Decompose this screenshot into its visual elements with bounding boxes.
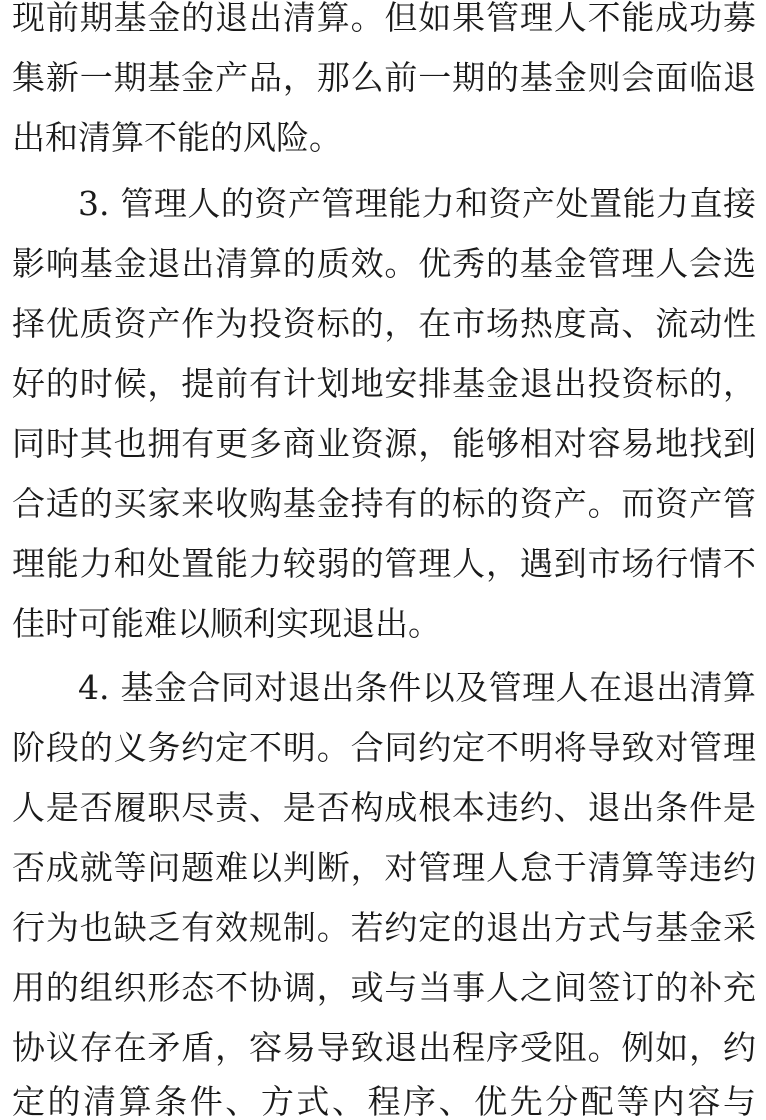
text-line: 否成就等问题难以判断，对管理人怠于清算等违约 (12, 848, 756, 887)
text-line: 理能力和处置能力较弱的管理人，遇到市场行情不 (12, 544, 756, 583)
text-line: 现前期基金的退出清算。但如果管理人不能成功募 (12, 0, 756, 37)
paragraph-3-first-line: 3. 管理人的资产管理能力和资产处置能力直接 (78, 184, 756, 223)
text-line: 行为也缺乏有效规制。若约定的退出方式与基金采 (12, 908, 756, 947)
text-line: 人是否履职尽责、是否构成根本违约、退出条件是 (12, 788, 756, 827)
text-line: 用的组织形态不协调，或与当事人之间签订的补充 (12, 968, 756, 1007)
text-line: 好的时候，提前有计划地安排基金退出投资标的， (12, 364, 756, 403)
text-line: 定的清算条件、方式、程序、优先分配等内容与 (12, 1082, 756, 1120)
text-line: 阶段的义务约定不明。合同约定不明将导致对管理 (12, 728, 756, 767)
paragraph-4-first-line: 4. 基金合同对退出条件以及管理人在退出清算 (78, 668, 756, 707)
text-line: 择优质资产作为投资标的，在市场热度高、流动性 (12, 304, 756, 343)
text-line: 出和清算不能的风险。 (12, 118, 342, 157)
text-line: 佳时可能难以顺利实现退出。 (12, 604, 441, 643)
text-line: 集新一期基金产品，那么前一期的基金则会面临退 (12, 58, 756, 97)
text-line: 影响基金退出清算的质效。优秀的基金管理人会选 (12, 244, 756, 283)
text-line: 协议存在矛盾，容易导致退出程序受阻。例如，约 (12, 1028, 756, 1067)
text-line: 同时其也拥有更多商业资源，能够相对容易地找到 (12, 424, 756, 463)
text-line: 合适的买家来收购基金持有的标的资产。而资产管 (12, 484, 756, 523)
